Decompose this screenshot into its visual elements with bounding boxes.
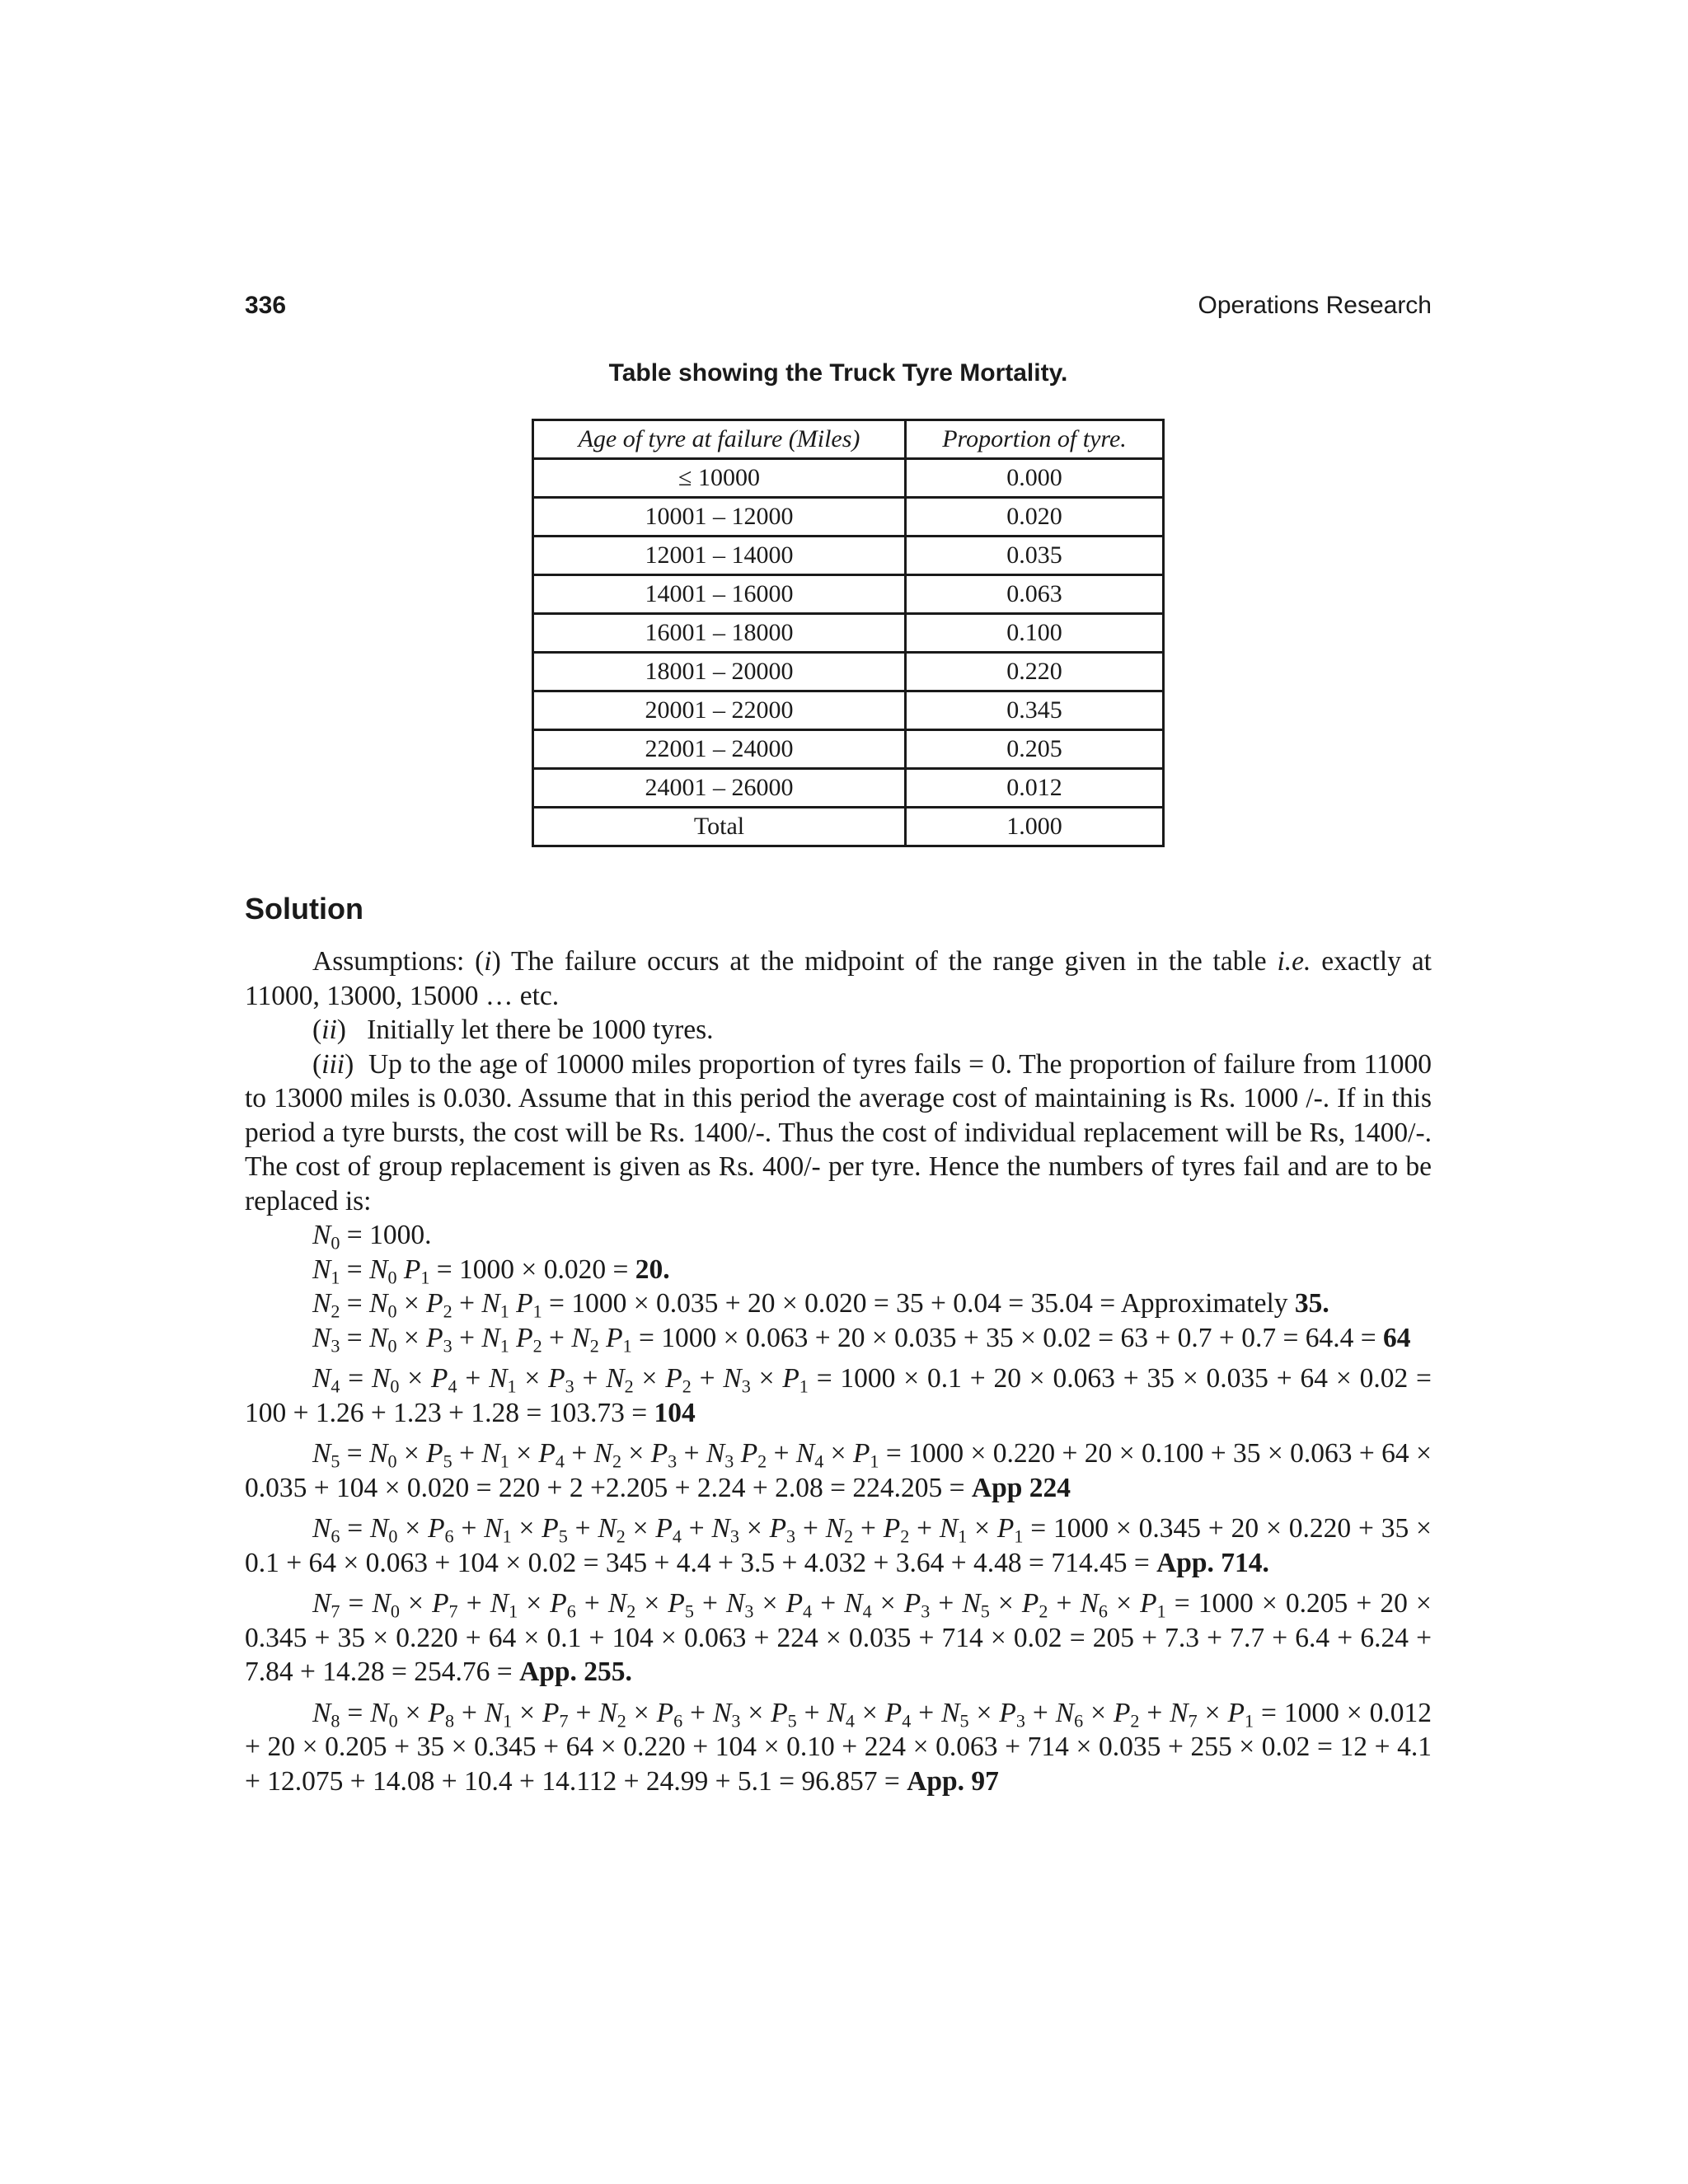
- table-row: [533, 459, 1164, 498]
- age-cell: 22001 – 24000: [533, 730, 906, 769]
- proportion-cell: 0.100: [906, 614, 1164, 653]
- table-total-row: [533, 808, 1164, 846]
- assumption-1: Assumptions: (i) The failure occurs at the midpoint of the range given in the table i.e. exactly at 11000, 13000, 15000 … etc.: [245, 946, 1432, 1011]
- equation-n7: $N_7 = N_0 \times P_7 + N_1 \times P_6 + N_2 \times P_5 + N_3 \times P_4 + N_4 \times P_3 + N_5 \times P_2 + N_6 \times P_1 = 1000 \times 0.205 + 20 \times 0.345 + 35 \times 0.220 + 64 \times 0.1 + 104 \times 0.063 + 224 \times 0.035 + 714 \times 0.02 = 205 + 7.3$ + 7.7 + 6.4 + 6.24 + 7.84 + 14.28 = 254.76 = App. 255.: [245, 1588, 1432, 1687]
- solution-heading: Solution: [245, 892, 363, 926]
- proportion-cell: 0.205: [906, 730, 1164, 769]
- equation-n6: $N_6 = N_0 \times P_6 + N_1 \times P_5 + N_2 \times P_4 + N_3 \times P_3 + N_2 + P_2 + N_1 \times P_1 = 1000 \times 0.345 + 20 \times 0.220 + 35 \times 0.1 + 64 \times 0.063 + 104 \times 0.02 = 345 + 4.4 + 3.5 + 4.032 + 3.64 + 4.48 = 714.45$ = App. 714.: [245, 1513, 1432, 1578]
- table-row: [533, 614, 1164, 653]
- proportion-cell: 0.220: [906, 653, 1164, 691]
- age-cell: 14001 – 16000: [533, 575, 906, 614]
- total-label-cell: Total: [533, 808, 906, 846]
- solution-body: [245, 944, 1432, 1798]
- equation-n2: $N_2 = N_0 \times P_2 + N_1$ $P_1 = 1000 \times 0.035 + 20 \times 0.020 = 35 + 0.04 = 35.04$ = Approximately 35.: [312, 1288, 1329, 1322]
- equation-n0: $N_0 = 1000$.: [312, 1220, 432, 1254]
- page-header: [245, 285, 1432, 326]
- assumption-2: (ii) Initially let there be 1000 tyres.: [312, 1015, 714, 1045]
- age-cell: 16001 – 18000: [533, 614, 906, 653]
- age-cell: 10001 – 12000: [533, 498, 906, 537]
- age-cell: ≤ 10000: [533, 459, 906, 498]
- equation-n1: $N_1 = N_0$ $P_1 = 1000 \times 0.020 = 20$.: [312, 1254, 670, 1288]
- equation-n5: $N_5 = N_0 \times P_5 + N_1 \times P_4 + N_2 \times P_3 + N_3$ $P_2 + N_4 \times P_1 = 1000 \times 0.220 + 20 \times 0.100 + 35 \times 0.063 + 64 \times 0.035 + 104 \times 0.020 = 220 + 2 +2.205 + 2.24 + 2.08 = 224.205$ = App 224: [245, 1438, 1432, 1503]
- table-row: [533, 575, 1164, 614]
- age-cell: 18001 – 20000: [533, 653, 906, 691]
- proportion-cell: 0.020: [906, 498, 1164, 537]
- table-row: [533, 691, 1164, 730]
- table-row: [533, 730, 1164, 769]
- table-row: [533, 653, 1164, 691]
- table-row: [533, 537, 1164, 575]
- table-row: [533, 769, 1164, 808]
- proportion-cell: 0.012: [906, 769, 1164, 808]
- assumption-3: (iii) Up to the age of 10000 miles proportion of tyres fails = 0. The proportion of failure from 11000 to 13000 miles is 0.030. Assume that in this period the average cost of maintaining is Rs. 1000 /-. If in this period a tyre bursts, the cost will be Rs. 1400/-. Thus the cost of individual replacement will be Rs, 1400/-. The cost of group replacement is given as Rs. 400/- per tyre. Hence the numbers of tyres fail and are to be replaced is:: [245, 1048, 1432, 1216]
- running-title: Operations Research: [1198, 292, 1432, 319]
- proportion-cell: 0.000: [906, 459, 1164, 498]
- table-caption: Table showing the Truck Tyre Mortality.: [608, 359, 1068, 387]
- proportion-cell: 0.345: [906, 691, 1164, 730]
- column-header-age: Age of tyre at failure (Miles): [533, 420, 906, 459]
- equation-n8: $N_8 = N_0 \times P_8 + N_1 \times P_7 + N_2 \times P_6 + N_3 \times P_5 + N_4 \times P_4 + N_5 \times P_3 + N_6 \times P_2 + N_7 \times P_1 = 1000 \times 0.012 + 20 \times 0.205 + 35 \times 0.345 + 64 \times 0.220 + 104 \times 0.10 + 224 \times 0.063 + 714 \times 0.035$ + 255 × 0.02 = 12 + 4.1 + 12.075 + 14.08 + 10.4 + 14.112 + 24.99 + 5.1 = 96.857 = App. 97: [245, 1697, 1432, 1797]
- column-header-proportion: Proportion of tyre.: [906, 420, 1164, 459]
- proportion-cell: 0.035: [906, 537, 1164, 575]
- proportion-cell: 0.063: [906, 575, 1164, 614]
- age-cell: 24001 – 26000: [533, 769, 906, 808]
- tyre-mortality-table: [532, 419, 1165, 847]
- table-row: [533, 498, 1164, 537]
- equation-n3: $N_3 = N_0 \times P_3 + N_1$ $P_2 + N_2$ $P_1 = 1000 \times 0.063 + 20 \times 0.035 + 35 \times 0.02 = 63 + 0.7 + 0.7 = 64.4 = 64$: [312, 1322, 1411, 1357]
- total-value-cell: 1.000: [906, 808, 1164, 846]
- age-cell: 20001 – 22000: [533, 691, 906, 730]
- page-number: 336: [245, 292, 287, 319]
- table-header-row: [533, 420, 1164, 459]
- age-cell: 12001 – 14000: [533, 537, 906, 575]
- equation-n4: $N_4 = N_0 \times P_4 + N_1 \times P_3 + N_2 \times P_2 + N_3 \times P_1 = 1000 \times 0.1 + 20 \times 0.063 + 35 \times 0.035 + 64 \times 0.02 = 100 + 1.26 + 1.23 + 1.28 = 103.73 = 104$: [245, 1363, 1432, 1428]
